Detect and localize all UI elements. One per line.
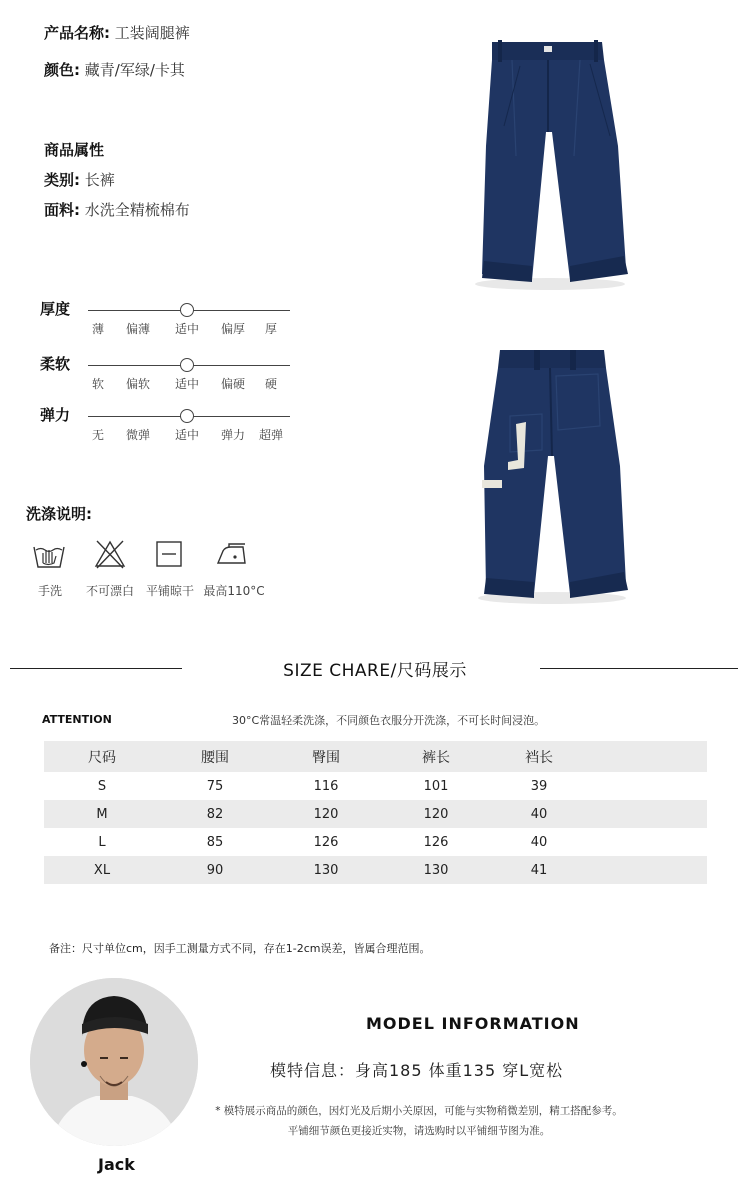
product-name-value: 工装阔腿裤 (114, 24, 190, 42)
wash-label: 手洗 (37, 584, 63, 598)
wash-label: 平铺晾干 (145, 584, 195, 598)
product-name-label: 产品名称: (44, 24, 110, 42)
product-name-line (44, 22, 190, 43)
scale-knob (180, 303, 194, 317)
table-cell: 120 (423, 806, 449, 822)
size-chart-title: SIZE CHARE/尺码展示 (283, 661, 467, 681)
fabric-label: 面料: (44, 201, 80, 219)
table-cell: 40 (530, 806, 548, 822)
table-cell: 130 (313, 862, 339, 878)
scale-label: 厚 (264, 322, 278, 336)
table-row (44, 856, 707, 884)
scale-label: 弹力 (220, 428, 246, 442)
table-cell: 126 (313, 834, 339, 850)
table-cell: 41 (530, 862, 548, 878)
product-color-value: 藏青/军绿/卡其 (84, 61, 185, 79)
attributes-title: 商品属性 (44, 141, 105, 159)
table-cell: 39 (530, 778, 548, 794)
model-stats: 模特信息：身高185 体重135 穿L宽松 (270, 1061, 564, 1080)
pants-back-image (470, 346, 630, 608)
iron-icon (215, 537, 249, 571)
no-bleach-icon (93, 537, 127, 571)
scale-label: 适中 (174, 428, 200, 442)
hand-wash-icon (32, 537, 66, 571)
table-row (44, 828, 707, 856)
model-note-1: * 模特展示商品的颜色，因灯光及后期小关原因，可能与实物稍微差别，精工搭配参考。 (215, 1105, 623, 1117)
table-cell: 75 (206, 778, 224, 794)
table-cell: L (98, 834, 106, 850)
scale-label: 偏薄 (125, 322, 151, 336)
table-header-cell: 裆长 (525, 749, 553, 766)
scale-label: 薄 (91, 322, 105, 336)
product-color-label: 颜色: (44, 61, 80, 79)
scale-label: 适中 (174, 322, 200, 336)
table-header-cell: 臀围 (312, 749, 340, 766)
scale-label: 硬 (264, 377, 278, 391)
scale-title: 弹力 (40, 406, 71, 424)
table-cell: 90 (206, 862, 224, 878)
elasticity-scale (40, 406, 300, 446)
scale-title: 厚度 (40, 300, 71, 318)
scale-knob (180, 409, 194, 423)
table-cell: M (96, 806, 108, 822)
table-header-row (44, 741, 707, 772)
table-header-cell: 尺码 (88, 749, 116, 766)
table-cell: 85 (206, 834, 224, 850)
attention-text: 30°C常温轻柔洗涤，不同颜色衣服分开洗涤，不可长时间浸泡。 (232, 714, 546, 727)
table-cell (588, 772, 707, 800)
table-cell: 120 (313, 806, 339, 822)
category-label: 类别: (44, 171, 80, 189)
table-row (44, 800, 707, 828)
table-cell: 126 (423, 834, 449, 850)
scale-knob (180, 358, 194, 372)
table-cell: XL (93, 862, 111, 878)
table-header-cell: 腰围 (201, 749, 229, 766)
scale-label: 微弹 (125, 428, 151, 442)
scale-label: 无 (91, 428, 105, 442)
model-avatar (30, 978, 198, 1146)
scale-label: 超弹 (258, 428, 284, 442)
size-table (44, 741, 707, 884)
scale-label: 偏厚 (220, 322, 246, 336)
scale-label: 软 (91, 377, 105, 391)
model-name: Jack (98, 1155, 135, 1174)
category-line (44, 169, 115, 190)
size-note: 备注：尺寸单位cm，因手工测量方式不同，存在1-2cm误差，皆属合理范围。 (49, 942, 431, 955)
table-cell: 101 (423, 778, 449, 794)
table-cell: 116 (313, 778, 339, 794)
wash-title: 洗涤说明: (26, 505, 92, 523)
wash-label: 不可漂白 (85, 584, 135, 598)
scale-label: 偏软 (125, 377, 151, 391)
table-header-cell: 裤长 (422, 749, 450, 766)
table-header-cell (588, 741, 707, 772)
fabric-line (44, 199, 190, 220)
dry-flat-icon (152, 537, 186, 571)
table-cell: 40 (530, 834, 548, 850)
product-color-line (44, 59, 185, 80)
pants-front-image (470, 36, 630, 294)
model-photo (30, 978, 198, 1146)
table-cell: 130 (423, 862, 449, 878)
table-cell: S (97, 778, 107, 794)
thickness-scale (40, 300, 300, 340)
model-note-2: 平铺细节颜色更接近实物，请选购时以平铺细节图为准。 (287, 1125, 551, 1137)
table-cell (588, 856, 707, 884)
scale-title: 柔软 (40, 355, 71, 373)
table-cell (588, 828, 707, 856)
softness-scale (40, 355, 300, 395)
attention-label: ATTENTION (42, 713, 112, 726)
table-cell: 82 (206, 806, 224, 822)
wash-label: 最高110°C (203, 584, 265, 598)
scale-label: 偏硬 (220, 377, 246, 391)
table-cell (588, 800, 707, 828)
table-row (44, 772, 707, 800)
model-heading: MODEL INFORMATION (366, 1014, 580, 1033)
scale-label: 适中 (174, 377, 200, 391)
fabric-value: 水洗全精梳棉布 (84, 201, 190, 219)
category-value: 长裤 (84, 171, 115, 189)
